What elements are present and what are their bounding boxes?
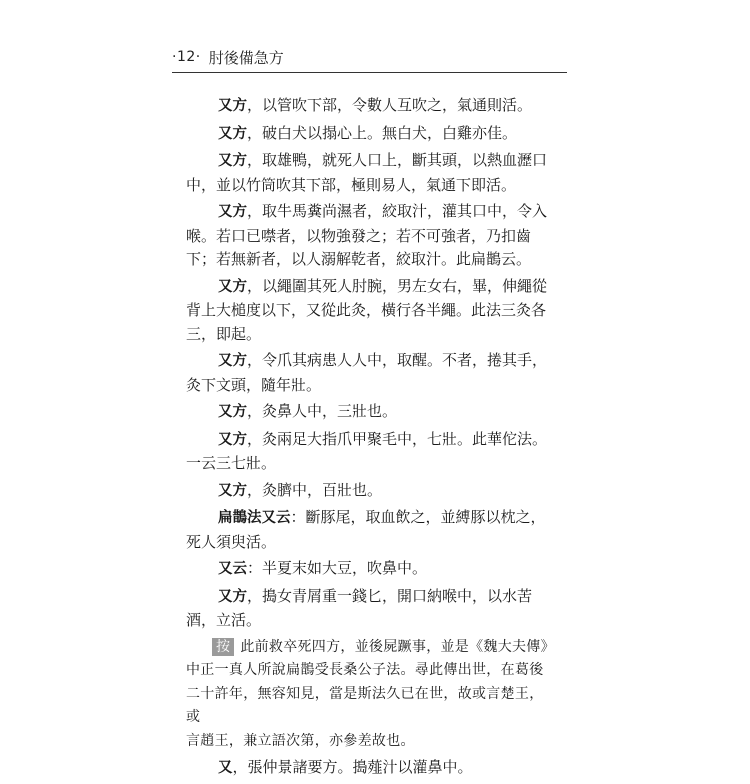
page-number: ·12·: [172, 49, 201, 65]
note-line: 中正一真人所說扁鵲受長桑公子法。尋此傳出世，在葛後: [186, 662, 544, 678]
editor-note: [186, 636, 556, 754]
paragraph: [186, 149, 556, 197]
paragraph-lead: 又云: [218, 561, 247, 577]
paragraph-lead: 又方: [218, 204, 247, 220]
paragraph-text: ，以管吹下部，令數人互吹之，氣通則活。: [247, 96, 533, 114]
paragraph-lead: 又方: [218, 278, 247, 295]
paragraph: [186, 122, 556, 147]
paragraph: [186, 756, 556, 781]
paragraph-lead: 又方: [218, 482, 247, 499]
paragraph: [186, 400, 556, 425]
paragraph-text: ，灸臍中，百壯也。: [247, 480, 383, 499]
paragraph: [186, 275, 556, 347]
paragraph-lead: 扁鵲法又云: [218, 510, 291, 526]
paragraph-lead: 又方: [218, 404, 247, 420]
paragraph-lead: 又方: [218, 431, 247, 448]
paragraph-text: ，令爪其病患人人中，取醒。不者，捲其手，灸下文頭，隨年壯。: [186, 351, 548, 394]
paragraph-text: ，取雄鴨，就死人口上，斷其頭，以熱血瀝口中，並以竹筒吹其下部，極則易人，氣通下即活。: [186, 151, 548, 194]
page-body: [186, 94, 556, 784]
paragraph: [186, 428, 556, 476]
paragraph-lead: 又方: [218, 98, 247, 114]
note-line: [186, 636, 556, 660]
paragraph-text: ，破白犬以搨心上。無白犬，白雞亦佳。: [247, 123, 518, 142]
note-badge: 按: [212, 638, 234, 656]
note-text: 此前救卒死四方，並後屍蹶事，並是《魏大夫傳》: [240, 638, 555, 655]
paragraph-lead: 又方: [218, 125, 247, 142]
paragraph-text: ，張仲景諸要方。搗薤汁以灌鼻中。: [232, 758, 473, 776]
paragraph-lead: 又: [218, 760, 233, 776]
paragraph-text: ，搗女青屑重一錢匕，開口納喉中，以水苦酒，立活。: [186, 586, 533, 629]
paragraph-text: ：半夏末如大豆，吹鼻中。: [247, 559, 428, 577]
note-line: 言趙王，兼立語次第，亦參差故也。: [186, 732, 415, 749]
header-rule: [172, 72, 567, 73]
paragraph-text: ：斷豚尾，取血飲之，並縛豚以枕之，死人須臾活。: [186, 508, 546, 551]
paragraph-lead: 又方: [218, 353, 247, 369]
paragraph-lead: 又方: [218, 153, 247, 169]
paragraph-text: ，灸鼻人中，三壯也。: [247, 402, 398, 420]
book-title: 肘後備急方: [208, 48, 284, 67]
paragraph: [186, 94, 556, 119]
paragraph: [186, 200, 556, 272]
note-line: 二十許年，無容知見，當是斯法久已在世，故或言楚王，或: [186, 685, 544, 725]
running-header: [172, 44, 567, 70]
paragraph-lead: 又方: [218, 588, 247, 605]
paragraph-text: ，灸兩足大指爪甲聚毛中，七壯。此華佗法。一云三七壯。: [186, 429, 548, 472]
paragraph: [186, 506, 556, 554]
paragraph: [186, 585, 556, 633]
paragraph-text: ，取牛馬糞尚濕者，絞取汁，灌其口中，令入喉。若口已噤者，以物強發之；若不可強者，乃扣齒下；若無新者，以人溺解乾者，絞取汁。此扁鵲云。: [186, 202, 548, 268]
paragraph-text: ，以繩圍其死人肘腕，男左女右，畢，伸繩從背上大槌度以下，又從此灸，橫行各半繩。此法三灸各三，即起。: [186, 276, 548, 343]
paragraph: [186, 557, 556, 582]
paragraph: [186, 349, 556, 397]
paragraph: [186, 479, 556, 504]
